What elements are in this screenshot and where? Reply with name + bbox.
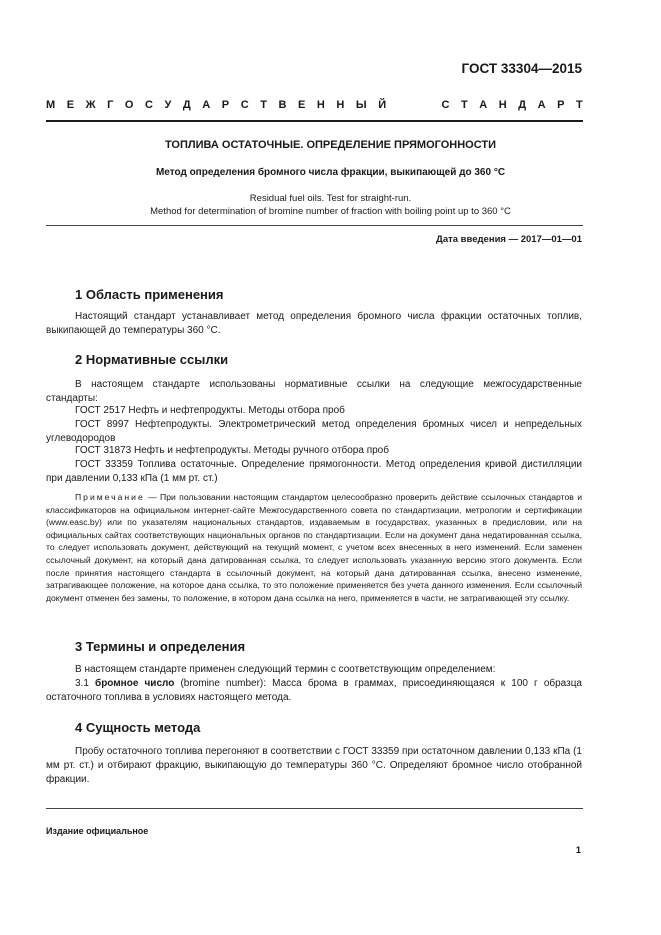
english-title-line-2: Method for determination of bromine number of fraction with boiling point up to 360 °C <box>150 206 511 217</box>
footer-divider <box>46 808 583 809</box>
section-4-heading: 4 Сущность метода <box>75 720 201 735</box>
banner-letter: А <box>202 99 211 111</box>
banner-letter <box>427 99 430 111</box>
banner-letter: С <box>441 99 450 111</box>
banner-letter: А <box>537 99 546 111</box>
reference-item: ГОСТ 2517 Нефть и нефтепродукты. Методы отбора проб <box>75 405 345 416</box>
banner-letter: Д <box>518 99 527 111</box>
reference-item: ГОСТ 8997 Нефтепродукты. Электрометрический метод определения бромных чисел и непредельных углеводородов <box>46 419 582 444</box>
banner-letter: У <box>164 99 172 111</box>
banner-letter: Ы <box>355 99 367 111</box>
banner-letter: Р <box>557 99 565 111</box>
interstate-standard-banner <box>46 99 583 111</box>
section-1-text: Настоящий стандарт устанавливает метод определения бромного числа фракции остаточных топлив, выкипающей до температуры 360 °С. <box>46 311 582 336</box>
standard-code: ГОСТ 33304—2015 <box>461 61 582 76</box>
banner-letter <box>398 99 401 111</box>
banner-letter: Н <box>336 99 345 111</box>
banner-letter: С <box>145 99 153 111</box>
title-divider <box>46 225 583 226</box>
banner-letter: А <box>479 99 488 111</box>
banner-letter: Т <box>576 99 583 111</box>
banner-letter: Н <box>498 99 507 111</box>
banner-letter: Р <box>221 99 230 111</box>
reference-item: ГОСТ 33359 Топлива остаточные. Определение прямогонности. Метод определения кривой дистилляции при давлении 0,133 кПа (1 мм рт. ст.) <box>46 459 582 484</box>
references-note <box>46 491 582 604</box>
section-2-intro: В настоящем стандарте использованы нормативные ссылки на следующие межгосударственные стандарты: <box>46 379 582 404</box>
section-1-heading: 1 Область применения <box>75 287 224 302</box>
banner-letter: Ж <box>85 99 96 111</box>
note-text: — При пользовании настоящим стандартом целесообразно проверить действие ссылочных стандартов и классификаторов на официальном интернет-сайте Межгосударственного совета по стандартизации, метрологии и сертификации (www.easc.by) или по указателям национальных стандартов, издаваемым в государствах, указанных в предисловии, или на официальных сайтах соответствующих национальных органов по стандартизации. Если на документ дана недатированная ссылка, то следует использовать документ, действующий на текущий момент, с учетом всех внесенных в него изменений. Если заменен ссылочный документ, на который дана датированная ссылка, то следует использовать указанную версию этого документа. Если после принятия настоящего стандарта в ссылочный документ, на который дана датированная ссылка, внесено изменение, затрагивающее положение, на которое дана ссылка, то это положение применяется без учета данного изменения. Если ссылочный документ отменен без замены, то положение, в котором дана ссылка на него, применяется в части, не затрагивающей эту ссылку. <box>46 492 582 603</box>
section-2-heading: 2 Нормативные ссылки <box>75 352 229 367</box>
term-number: 3.1 <box>75 678 96 689</box>
banner-letter: Н <box>316 99 325 111</box>
section-3-heading: 3 Термины и определения <box>75 639 246 654</box>
section-4-text: Пробу остаточного топлива перегоняют в соответствии с ГОСТ 33359 при остаточном давлении 0,133 кПа (1 мм рт. ст.) и отбирают фракцию, выкипающую до температуры 360 °С. Определяют бромное число отобранной фракции. <box>46 746 582 785</box>
banner-letter: Г <box>107 99 114 111</box>
term-definition <box>46 677 582 705</box>
banner-letter: Т <box>460 99 468 111</box>
banner-letter: С <box>240 99 249 111</box>
introduction-date: Дата введения — 2017—01—01 <box>436 234 582 245</box>
document-subtitle: Метод определения бромного числа фракции, выкипающей до 360 °С <box>155 167 506 178</box>
banner-letter: Е <box>66 99 75 111</box>
page-number: 1 <box>575 845 581 856</box>
banner-letter: В <box>278 99 287 111</box>
document-title: ТОПЛИВА ОСТАТОЧНЫЕ. ОПРЕДЕЛЕНИЕ ПРЯМОГОННОСТИ <box>164 139 497 151</box>
banner-letter: Т <box>260 99 267 111</box>
note-label: Примечание <box>75 492 145 502</box>
banner-letter: М <box>46 99 56 111</box>
banner-letter: Д <box>182 99 191 111</box>
top-rule <box>46 120 583 122</box>
banner-letter: Е <box>297 99 306 111</box>
term-definition-text: (bromine number): Масса брома в граммах, присоединяющаяся к 100 г образца остаточного топлива в условиях настоящего метода. <box>46 678 582 703</box>
term-name: бромное число <box>95 678 175 689</box>
banner-letter <box>412 99 415 111</box>
banner-letter: Й <box>378 99 387 111</box>
english-title-line-1: Residual fuel oils. Test for straight-run. <box>249 193 412 204</box>
banner-letter: О <box>124 99 134 111</box>
reference-item: ГОСТ 31873 Нефть и нефтепродукты. Методы ручного отбора проб <box>75 445 389 456</box>
official-edition-label: Издание официальное <box>46 826 149 836</box>
section-3-intro: В настоящем стандарте применен следующий термин с соответствующим определением: <box>75 664 496 675</box>
